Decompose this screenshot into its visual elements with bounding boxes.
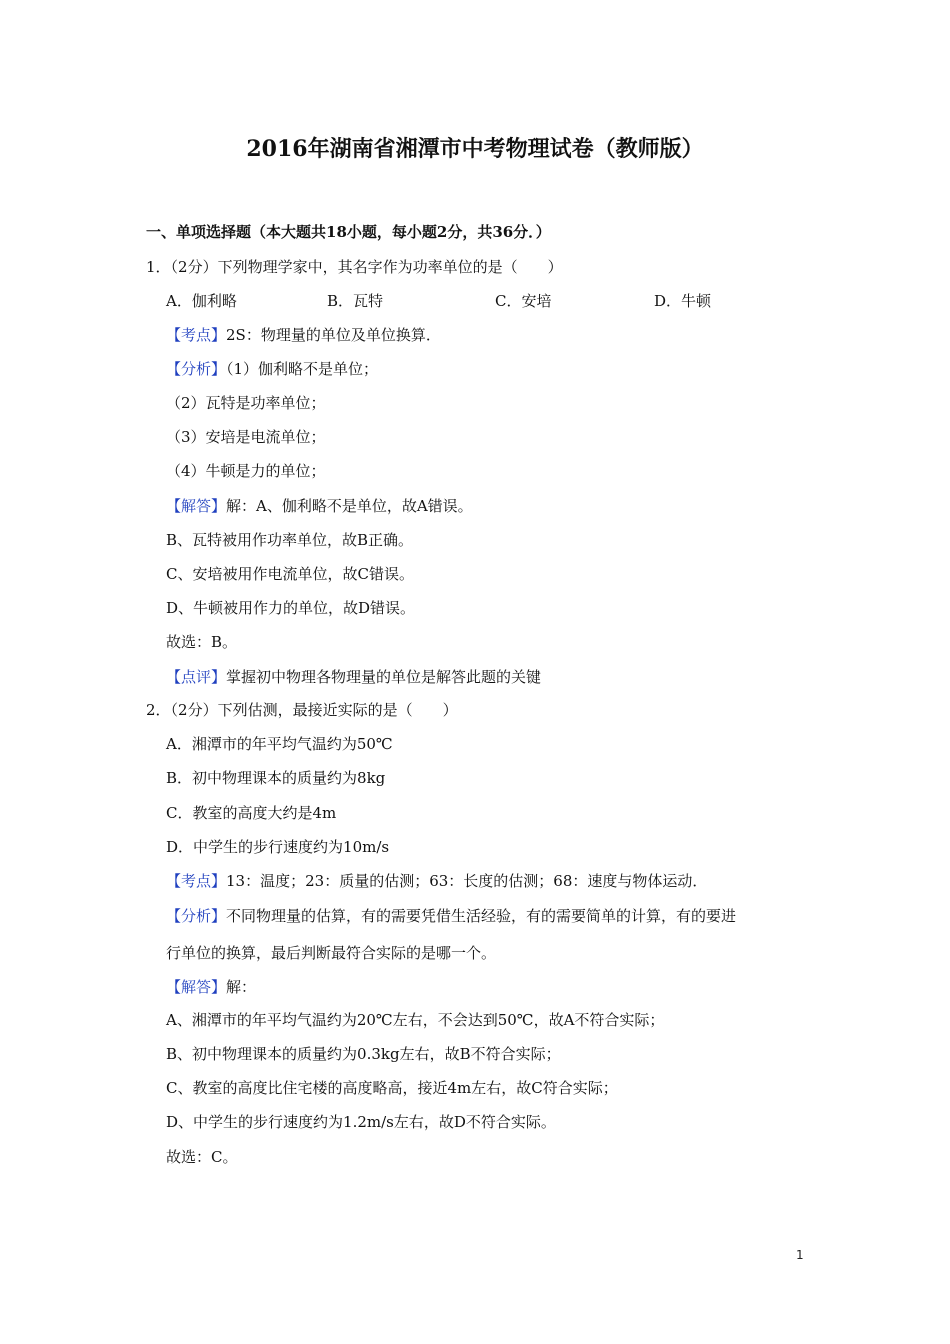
jieda-tag: 【解答】 [166, 978, 227, 996]
fenxi-text: （1）伽利略不是单位； [226, 360, 379, 378]
q2-option-c: C．教室的高度大约是4m [166, 804, 337, 822]
q1-kaodian [166, 325, 441, 345]
q1-jieda [166, 496, 473, 516]
section-heading: 一、单项选择题（本大题共18小题，每小题2分，共36分．） [146, 223, 551, 241]
q2-option-a: A．湘潭市的年平均气温约为50℃ [166, 735, 393, 753]
q2-answer: 故选：C。 [166, 1148, 238, 1166]
q1-fenxi-line: （3）安培是电流单位； [166, 428, 326, 446]
q2-kaodian [166, 871, 707, 891]
q2-stem: 2．（2分）下列估测，最接近实际的是（ ） [146, 701, 458, 719]
q1-option-c: C．安培 [495, 292, 552, 310]
kaodian-text: 2S：物理量的单位及单位换算． [226, 326, 441, 344]
q1-stem: 1．（2分）下列物理学家中，其名字作为功率单位的是（ ） [146, 258, 563, 276]
q2-jieda-line: A、湘潭市的年平均气温约为20℃左右，不会达到50℃，故A不符合实际； [166, 1011, 665, 1029]
q1-jieda-line: D、牛顿被用作力的单位，故D错误。 [166, 599, 416, 617]
kaodian-tag: 【考点】 [166, 326, 227, 344]
kaodian-text: 13：温度；23：质量的估测；63：长度的估测；68：速度与物体运动． [226, 872, 708, 890]
fenxi-tag: 【分析】 [166, 907, 227, 925]
q1-jieda-line: B、瓦特被用作功率单位，故B正确。 [166, 531, 414, 549]
document-title: 2016年湖南省湘潭市中考物理试卷（教师版） [246, 136, 704, 162]
q1-fenxi-line: （4）牛顿是力的单位； [166, 462, 326, 480]
fenxi-text: 不同物理量的估算，有的需要凭借生活经验，有的需要简单的计算，有的要进 [226, 907, 737, 925]
q2-fenxi-cont: 行单位的换算，最后判断最符合实际的是哪一个。 [166, 944, 497, 962]
dianping-text: 掌握初中物理各物理量的单位是解答此题的关键 [226, 668, 542, 686]
q2-option-d: D．中学生的步行速度约为10m/s [166, 838, 390, 856]
q2-option-b: B．初中物理课本的质量约为8kg [166, 769, 386, 787]
jieda-text: 解：A、伽利略不是单位，故A错误。 [226, 497, 473, 515]
q1-option-b: B．瓦特 [327, 292, 384, 310]
q2-fenxi [166, 906, 736, 926]
q2-jieda-line: B、初中物理课本的质量约为0.3kg左右，故B不符合实际； [166, 1045, 561, 1063]
q1-dianping [166, 667, 541, 687]
q2-jieda [166, 977, 256, 997]
q2-jieda-line: D、中学生的步行速度约为1.2m/s左右，故D不符合实际。 [166, 1113, 556, 1131]
q1-answer: 故选：B。 [166, 633, 238, 651]
q1-option-d: D．牛顿 [654, 292, 712, 310]
dianping-tag: 【点评】 [166, 668, 227, 686]
jieda-text: 解： [226, 978, 257, 996]
q2-jieda-line: C、教室的高度比住宅楼的高度略高，接近4m左右，故C符合实际； [166, 1079, 618, 1097]
jieda-tag: 【解答】 [166, 497, 227, 515]
kaodian-tag: 【考点】 [166, 872, 227, 890]
q1-jieda-line: C、安培被用作电流单位，故C错误。 [166, 565, 414, 583]
q1-fenxi-line: （2）瓦特是功率单位； [166, 394, 326, 412]
q1-fenxi [166, 359, 378, 379]
fenxi-tag: 【分析】 [166, 360, 227, 378]
q1-option-a: A．伽利略 [166, 292, 237, 310]
page-number: 1 [796, 1248, 804, 1262]
